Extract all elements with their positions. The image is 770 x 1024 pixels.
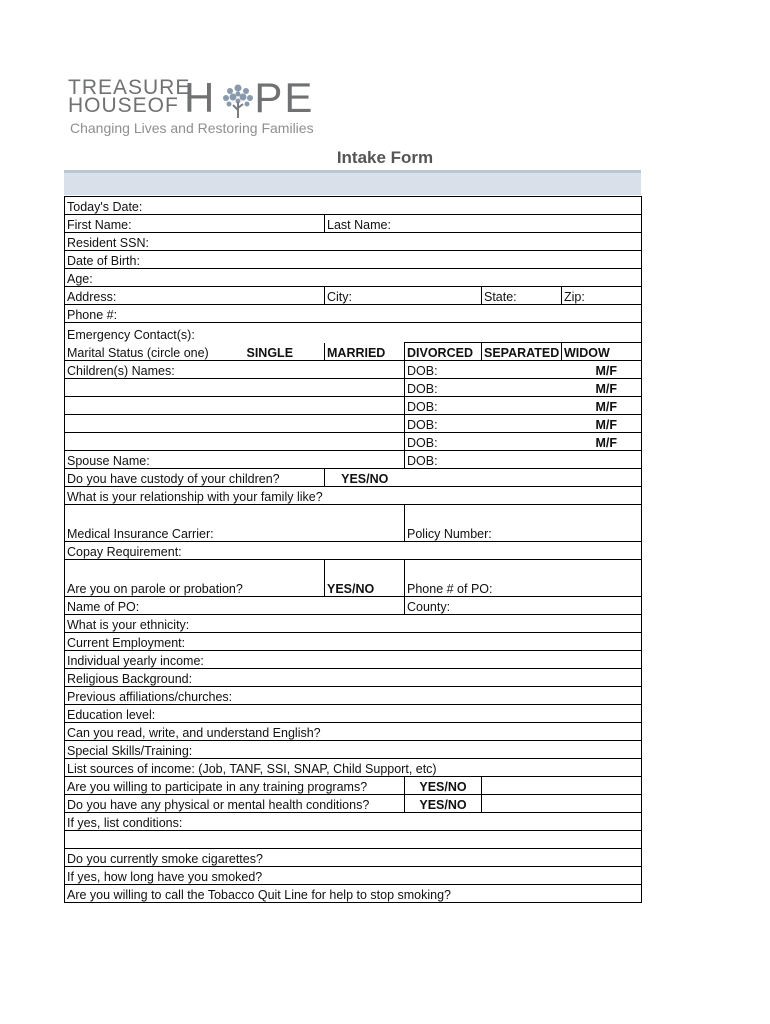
custody-question: Do you have custody of your children? [65, 469, 325, 487]
logo-tagline: Changing Lives and Restoring Families [70, 120, 314, 136]
form-row [65, 323, 642, 343]
form-row [65, 269, 642, 287]
form-row [65, 469, 642, 487]
form-row [65, 287, 642, 305]
education-field[interactable]: Education level: [65, 705, 642, 723]
form-row [65, 759, 642, 777]
child-name-field[interactable] [65, 379, 405, 397]
zip-field[interactable]: Zip: [562, 287, 642, 305]
training-yes-no[interactable]: YES/NO [405, 777, 482, 795]
child-gender-option[interactable]: M/F [562, 415, 642, 433]
child-gender-option[interactable]: M/F [562, 361, 642, 379]
child-row [65, 379, 642, 397]
marital-married-option[interactable]: MARRIED [325, 343, 405, 361]
form-row [65, 233, 642, 251]
marital-separated-option[interactable]: SEPARATED [482, 343, 562, 361]
form-row [65, 343, 642, 361]
form-row [65, 651, 642, 669]
form-row [65, 813, 642, 831]
form-row [65, 777, 642, 795]
conditions-field[interactable]: If yes, list conditions: [65, 813, 642, 831]
marital-widow-option[interactable]: WIDOW [562, 343, 642, 361]
health-answer-field[interactable] [482, 795, 642, 813]
form-row [65, 197, 642, 215]
form-row [65, 885, 642, 903]
child-row [65, 361, 642, 379]
child-gender-option[interactable]: M/F [562, 433, 642, 451]
form-row [65, 251, 642, 269]
form-row [65, 305, 642, 323]
intake-form-table [64, 196, 642, 903]
marital-divorced-option[interactable]: DIVORCED [405, 343, 482, 361]
emergency-contact-field[interactable]: Emergency Contact(s): [65, 323, 642, 343]
todays-date-field[interactable]: Today's Date: [65, 197, 642, 215]
english-field[interactable]: Can you read, write, and understand English? [65, 723, 642, 741]
child-dob-field[interactable]: DOB: [405, 415, 562, 433]
form-row [65, 560, 642, 597]
family-relationship-field[interactable]: What is your relationship with your family like? [65, 487, 642, 505]
resident-ssn-field[interactable]: Resident SSN: [65, 233, 642, 251]
form-row [65, 633, 642, 651]
county-field[interactable]: County: [405, 597, 642, 615]
address-field[interactable]: Address: [65, 287, 325, 305]
religious-background-field[interactable]: Religious Background: [65, 669, 642, 687]
form-row [65, 597, 642, 615]
child-row [65, 415, 642, 433]
custody-answer-field[interactable] [405, 469, 642, 487]
child-row [65, 433, 642, 451]
child-dob-field[interactable]: DOB: [405, 361, 562, 379]
ethnicity-field[interactable]: What is your ethnicity: [65, 615, 642, 633]
organization-logo [66, 76, 336, 138]
age-field[interactable]: Age: [65, 269, 642, 287]
training-question: Are you willing to participate in any training programs? [65, 777, 405, 795]
form-row [65, 215, 642, 233]
smoke-field[interactable]: Do you currently smoke cigarettes? [65, 849, 642, 867]
quitline-field[interactable]: Are you willing to call the Tobacco Quit Line for help to stop smoking? [65, 885, 642, 903]
form-row [65, 741, 642, 759]
health-yes-no[interactable]: YES/NO [405, 795, 482, 813]
spouse-dob-field[interactable]: DOB: [405, 451, 642, 469]
first-name-field[interactable]: First Name: [65, 215, 325, 233]
training-answer-field[interactable] [482, 777, 642, 795]
marital-single-option[interactable]: SINGLE [245, 343, 325, 361]
phone-field[interactable]: Phone #: [65, 305, 642, 323]
po-name-field[interactable]: Name of PO: [65, 597, 405, 615]
logo-h: H [184, 74, 217, 121]
copay-field[interactable]: Copay Requirement: [65, 542, 642, 560]
form-row [65, 451, 642, 469]
last-name-field[interactable]: Last Name: [325, 215, 642, 233]
child-row [65, 397, 642, 415]
child-name-field[interactable] [65, 415, 405, 433]
conditions-answer-field[interactable] [65, 831, 642, 849]
health-question: Do you have any physical or mental health conditions? [65, 795, 405, 813]
tree-icon [218, 80, 258, 120]
child-name-field[interactable] [65, 433, 405, 451]
special-skills-field[interactable]: Special Skills/Training: [65, 741, 642, 759]
form-row [65, 795, 642, 813]
po-phone-field[interactable]: Phone # of PO: [405, 560, 642, 597]
form-row [65, 723, 642, 741]
form-row [65, 487, 642, 505]
form-row [65, 705, 642, 723]
form-row [65, 542, 642, 560]
form-row [65, 505, 642, 542]
form-row [65, 867, 642, 885]
parole-question: Are you on parole or probation? [65, 560, 325, 597]
spouse-name-field[interactable]: Spouse Name: [65, 451, 405, 469]
income-sources-field[interactable]: List sources of income: (Job, TANF, SSI, SNAP, Child Support, etc) [65, 759, 642, 777]
logo-pe: PE [254, 74, 315, 121]
form-row [65, 831, 642, 849]
form-row [65, 849, 642, 867]
yearly-income-field[interactable]: Individual yearly income: [65, 651, 642, 669]
header-band [64, 170, 641, 195]
marital-status-label: Marital Status (circle one) [65, 343, 245, 361]
child-name-field[interactable] [65, 397, 405, 415]
children-names-field[interactable]: Children(s) Names: [65, 361, 405, 379]
state-field[interactable]: State: [482, 287, 562, 305]
employment-field[interactable]: Current Employment: [65, 633, 642, 651]
parole-yes-no[interactable]: YES/NO [325, 560, 405, 597]
form-row [65, 615, 642, 633]
child-dob-field[interactable]: DOB: [405, 433, 562, 451]
child-gender-option[interactable]: M/F [562, 397, 642, 415]
form-row [65, 687, 642, 705]
date-of-birth-field[interactable]: Date of Birth: [65, 251, 642, 269]
city-field[interactable]: City: [325, 287, 482, 305]
child-dob-field[interactable]: DOB: [405, 397, 562, 415]
logo-text-line2: HOUSEOF [68, 94, 179, 117]
policy-number-field[interactable]: Policy Number: [405, 505, 642, 542]
logo-text-line1: TREASURE [68, 76, 191, 99]
child-dob-field[interactable]: DOB: [405, 379, 562, 397]
form-row [65, 669, 642, 687]
custody-yes-no[interactable]: YES/NO [325, 469, 405, 487]
affiliations-field[interactable]: Previous affiliations/churches: [65, 687, 642, 705]
smoke-duration-field[interactable]: If yes, how long have you smoked? [65, 867, 642, 885]
child-gender-option[interactable]: M/F [562, 379, 642, 397]
medical-insurance-field[interactable]: Medical Insurance Carrier: [65, 505, 405, 542]
form-title: Intake Form [336, 148, 434, 167]
